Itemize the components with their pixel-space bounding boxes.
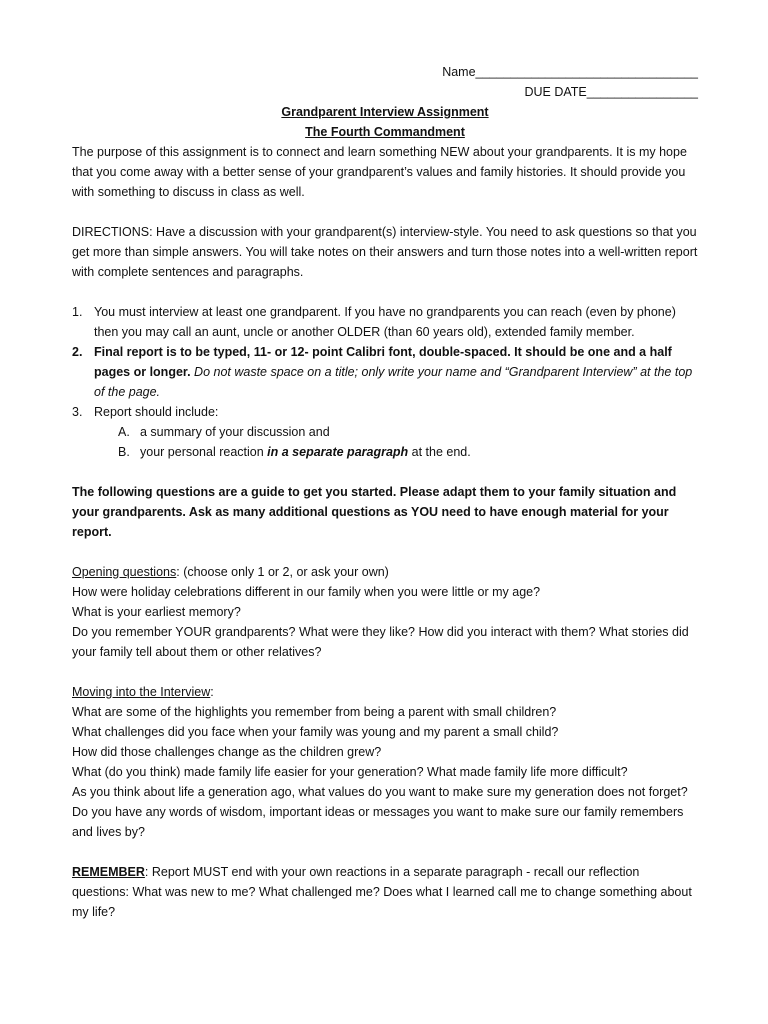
name-line-text: Name________________________________ bbox=[442, 65, 698, 79]
list-text bbox=[94, 342, 698, 402]
list-text: Report should include: bbox=[94, 405, 219, 419]
sub-list-text bbox=[140, 442, 471, 462]
directions-paragraph bbox=[72, 222, 698, 282]
name-line bbox=[72, 62, 698, 82]
list-italic-text: Do not waste space on a title; only write your name and “Grandparent Interview” at the top of the page. bbox=[94, 365, 693, 399]
moving-question: Do you have any words of wisdom, important ideas or messages you want to make sure our family remembers and lives by? bbox=[72, 805, 684, 839]
list-number: 2. bbox=[72, 345, 83, 359]
due-date-text: DUE DATE________________ bbox=[524, 85, 698, 99]
moving-question: As you think about life a generation ago, what values do you want to make sure my generation does not forget? bbox=[72, 785, 688, 799]
opening-heading bbox=[72, 562, 698, 582]
sub-list-emphasis: in a separate paragraph bbox=[267, 445, 409, 459]
moving-question: How did those challenges change as the children grew? bbox=[72, 745, 382, 759]
moving-heading bbox=[72, 682, 698, 702]
sub-list-item-b bbox=[72, 442, 698, 462]
list-number: 3. bbox=[72, 405, 83, 419]
directions-text: : Have a discussion with your grandparent(s) interview-style. You need to ask questions so that you get more than simple answers. You will take notes on their answers and turn those notes into a well-written report with complete sentences and paragraphs. bbox=[72, 225, 698, 279]
sub-list-letter: A. bbox=[118, 425, 130, 439]
purpose-paragraph: The purpose of this assignment is to connect and learn something NEW about your grandparents. It is my hope that you come away with a better sense of your grandparent’s values and family histories. It should provide you with something to discuss in class as well. bbox=[72, 145, 687, 199]
guide-paragraph: The following questions are a guide to get you started. Please adapt them to your family situation and your grandparents. Ask as many additional questions as YOU need to have enough material for your report. bbox=[72, 485, 677, 539]
opening-heading-label: Opening questions bbox=[72, 565, 177, 579]
sub-list-letter: B. bbox=[118, 445, 130, 459]
sub-list-text-after: at the end. bbox=[408, 445, 471, 459]
opening-heading-suffix: : (choose only 1 or 2, or ask your own) bbox=[176, 565, 389, 579]
opening-question: What is your earliest memory? bbox=[72, 605, 241, 619]
sub-list-text-before: your personal reaction bbox=[140, 445, 268, 459]
opening-question: How were holiday celebrations different in our family when you were little or my age? bbox=[72, 585, 541, 599]
directions-label: DIRECTIONS bbox=[72, 225, 150, 239]
moving-heading-suffix: : bbox=[210, 685, 214, 699]
moving-question: What challenges did you face when your family was young and my parent a small child? bbox=[72, 725, 559, 739]
moving-heading-label: Moving into the Interview bbox=[72, 685, 211, 699]
moving-question: What are some of the highlights you remember from being a parent with small children? bbox=[72, 705, 557, 719]
list-item-2 bbox=[72, 342, 698, 402]
list-number: 1. bbox=[72, 305, 83, 319]
document-title: Grandparent Interview Assignment bbox=[281, 105, 489, 119]
list-item-3 bbox=[72, 402, 698, 422]
remember-text: : Report MUST end with your own reactions in a separate paragraph - recall our reflection questions: What was new to me? What challenged me? Does what I learned call me to change something about my life? bbox=[72, 865, 692, 919]
document-page bbox=[72, 62, 698, 922]
moving-question: What (do you think) made family life easier for your generation? What made family life more difficult? bbox=[72, 765, 628, 779]
list-text: You must interview at least one grandparent. If you have no grandparents you can reach (even by phone) then you may call an aunt, uncle or another OLDER (than 60 years old), extended family member. bbox=[94, 305, 676, 339]
remember-label: REMEMBER bbox=[72, 865, 145, 879]
sub-list-text: a summary of your discussion and bbox=[140, 425, 330, 439]
due-date-line bbox=[72, 82, 698, 102]
sub-list-item-a bbox=[72, 422, 698, 442]
opening-question: Do you remember YOUR grandparents? What were they like? How did you interact with them? What stories did your family tell about them or other relatives? bbox=[72, 625, 689, 659]
list-bold-text: Final report is to be typed, 11- or 12- point Calibri font, double-spaced. It should be one and a half pages or longer. bbox=[94, 345, 672, 379]
remember-paragraph bbox=[72, 862, 698, 922]
list-item-1 bbox=[72, 302, 698, 342]
document-subtitle: The Fourth Commandment bbox=[305, 125, 465, 139]
